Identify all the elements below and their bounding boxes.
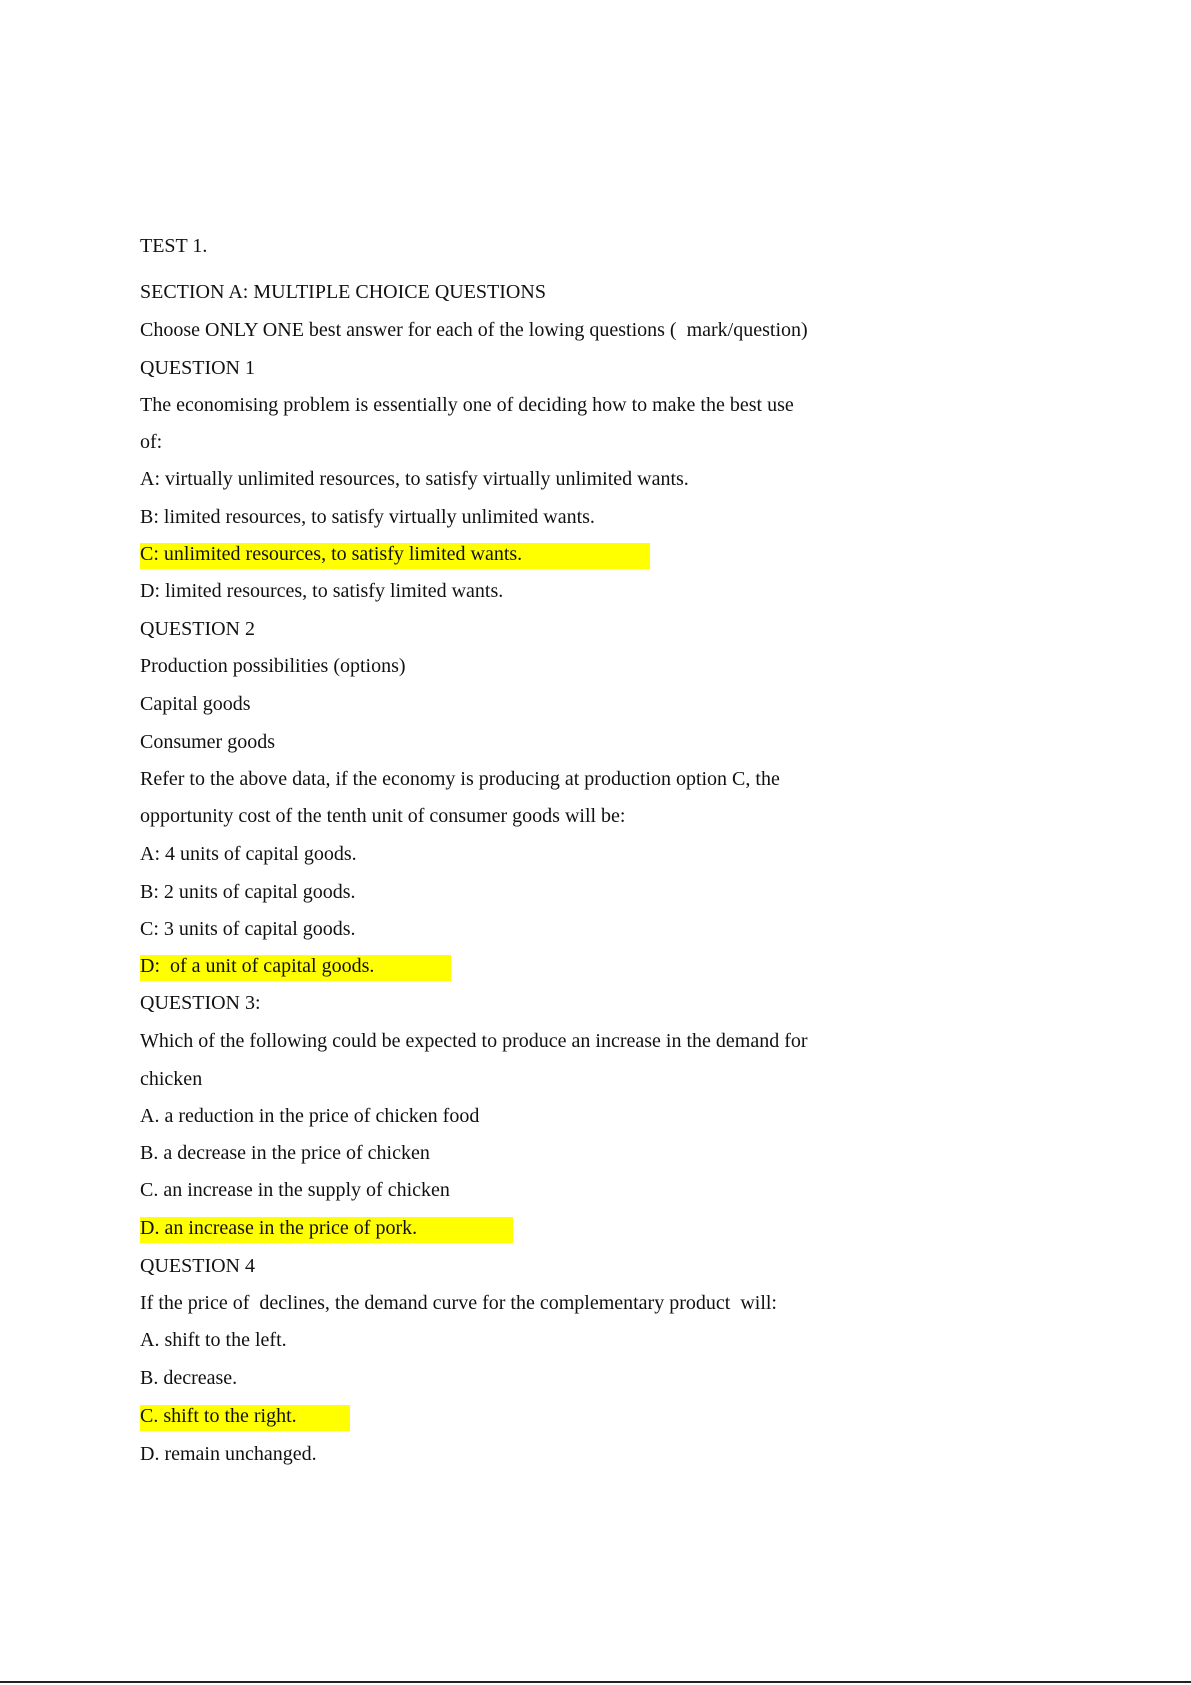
- question-1-text-line1: The economising problem is essentially one of deciding how to make the best use: [140, 394, 794, 416]
- question-2-option-a: A: 4 units of capital goods.: [140, 843, 357, 865]
- question-3-label: QUESTION 3:: [140, 992, 261, 1014]
- question-1-option-b: B: limited resources, to satisfy virtually unlimited wants.: [140, 506, 595, 528]
- question-2-option-c: C: 3 units of capital goods.: [140, 918, 356, 940]
- question-2-data-line-2: Capital goods: [140, 693, 251, 715]
- question-2-data-line-3: Consumer goods: [140, 731, 275, 753]
- instructions: Choose ONLY ONE best answer for each of the lowing questions ( mark/question): [140, 319, 808, 341]
- question-1-option-a: A: virtually unlimited resources, to satisfy virtually unlimited wants.: [140, 468, 689, 490]
- question-3-text-line1: Which of the following could be expected to produce an increase in the demand for: [140, 1030, 808, 1052]
- question-4-option-d: D. remain unchanged.: [140, 1443, 317, 1465]
- question-2-label: QUESTION 2: [140, 618, 255, 640]
- question-3-option-b: B. a decrease in the price of chicken: [140, 1142, 430, 1164]
- section-title: SECTION A: MULTIPLE CHOICE QUESTIONS: [140, 281, 546, 303]
- question-2-text-line2: opportunity cost of the tenth unit of consumer goods will be:: [140, 805, 626, 827]
- page-bottom-rule: [0, 1681, 1191, 1683]
- question-1-option-c: C: unlimited resources, to satisfy limited wants.: [140, 543, 523, 565]
- question-4-text-line1: If the price of declines, the demand curve for the complementary product will:: [140, 1292, 777, 1314]
- question-2-option-b: B: 2 units of capital goods.: [140, 881, 356, 903]
- question-4-label: QUESTION 4: [140, 1255, 255, 1277]
- question-4-option-b: B. decrease.: [140, 1367, 238, 1389]
- question-2-text-line1: Refer to the above data, if the economy is producing at production option C, the: [140, 768, 780, 790]
- question-2-option-d: D: of a unit of capital goods.: [140, 955, 375, 977]
- question-3-option-d: D. an increase in the price of pork.: [140, 1217, 418, 1239]
- test-title: TEST 1.: [140, 235, 208, 257]
- question-3-text-line2: chicken: [140, 1068, 203, 1090]
- question-3-option-c: C. an increase in the supply of chicken: [140, 1179, 450, 1201]
- question-1-option-d: D: limited resources, to satisfy limited wants.: [140, 580, 504, 602]
- question-4-option-a: A. shift to the left.: [140, 1329, 287, 1351]
- question-1-label: QUESTION 1: [140, 357, 255, 379]
- question-1-text-line2: of:: [140, 431, 163, 453]
- question-4-option-c: C. shift to the right.: [140, 1405, 297, 1427]
- question-3-option-a: A. a reduction in the price of chicken food: [140, 1105, 480, 1127]
- question-2-data-line-1: Production possibilities (options): [140, 655, 406, 677]
